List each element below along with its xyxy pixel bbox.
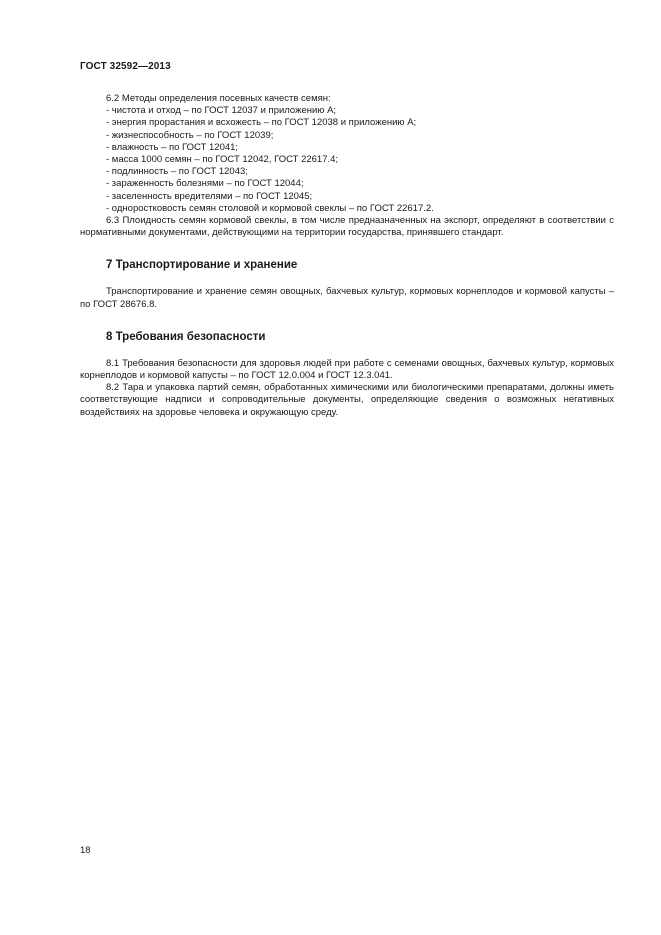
section-8-title: 8 Требования безопасности — [106, 330, 266, 343]
list-item: - заселенность вредителями – по ГОСТ 12045; — [106, 190, 313, 202]
section-7-title: 7 Транспортирование и хранение — [106, 259, 298, 272]
section-7-text: Транспортирование и хранение семян овощных, бахчевых культур, кормовых корнеплодов и кормовой капусты – по ГОСТ 28676.8. — [80, 286, 614, 310]
list-item: - масса 1000 семян – по ГОСТ 12042, ГОСТ 22617.4; — [106, 154, 339, 166]
list-item: - одноростковость семян столовой и кормовой свеклы – по ГОСТ 22617.2. — [106, 202, 434, 214]
document-body — [80, 93, 614, 419]
clause-8-2: 8.2 Тара и упаковка партий семян, обработанных химическими или биологическими препаратами, должны иметь соответствующие надписи и сопроводительные документы, определяющие сведения о возможных негативных воздействиях на здоровье человека и окружающую среду. — [80, 382, 614, 418]
clause-6-3: 6.3 Плоидность семян кормовой свеклы, в том числе предназначенных на экспорт, определяют в соответствии с нормативными документами, действующими на территории государства, принявшего стандарт. — [80, 215, 614, 239]
list-item: - энергия прорастания и всхожесть – по ГОСТ 12038 и приложению А; — [106, 117, 417, 129]
list-item: - жизнеспособность – по ГОСТ 12039; — [106, 129, 274, 141]
list-item: - подлинность – по ГОСТ 12043; — [106, 166, 248, 178]
list-item: - чистота и отход – по ГОСТ 12037 и приложению А; — [106, 105, 337, 117]
page-number: 18 — [80, 845, 91, 856]
clause-8-1: 8.1 Требования безопасности для здоровья людей при работе с семенами овощных, бахчевых культур, кормовых корнеплодов и кормовой капусты – по ГОСТ 12.0.004 и ГОСТ 12.3.041. — [80, 357, 614, 382]
document-code-header: ГОСТ 32592—2013 — [80, 61, 171, 72]
list-item: - зараженность болезнями – по ГОСТ 12044; — [106, 178, 304, 190]
list-item: - влажность – по ГОСТ 12041; — [106, 141, 239, 153]
clause-6-2-title: 6.2 Методы определения посевных качеств семян: — [106, 93, 331, 104]
